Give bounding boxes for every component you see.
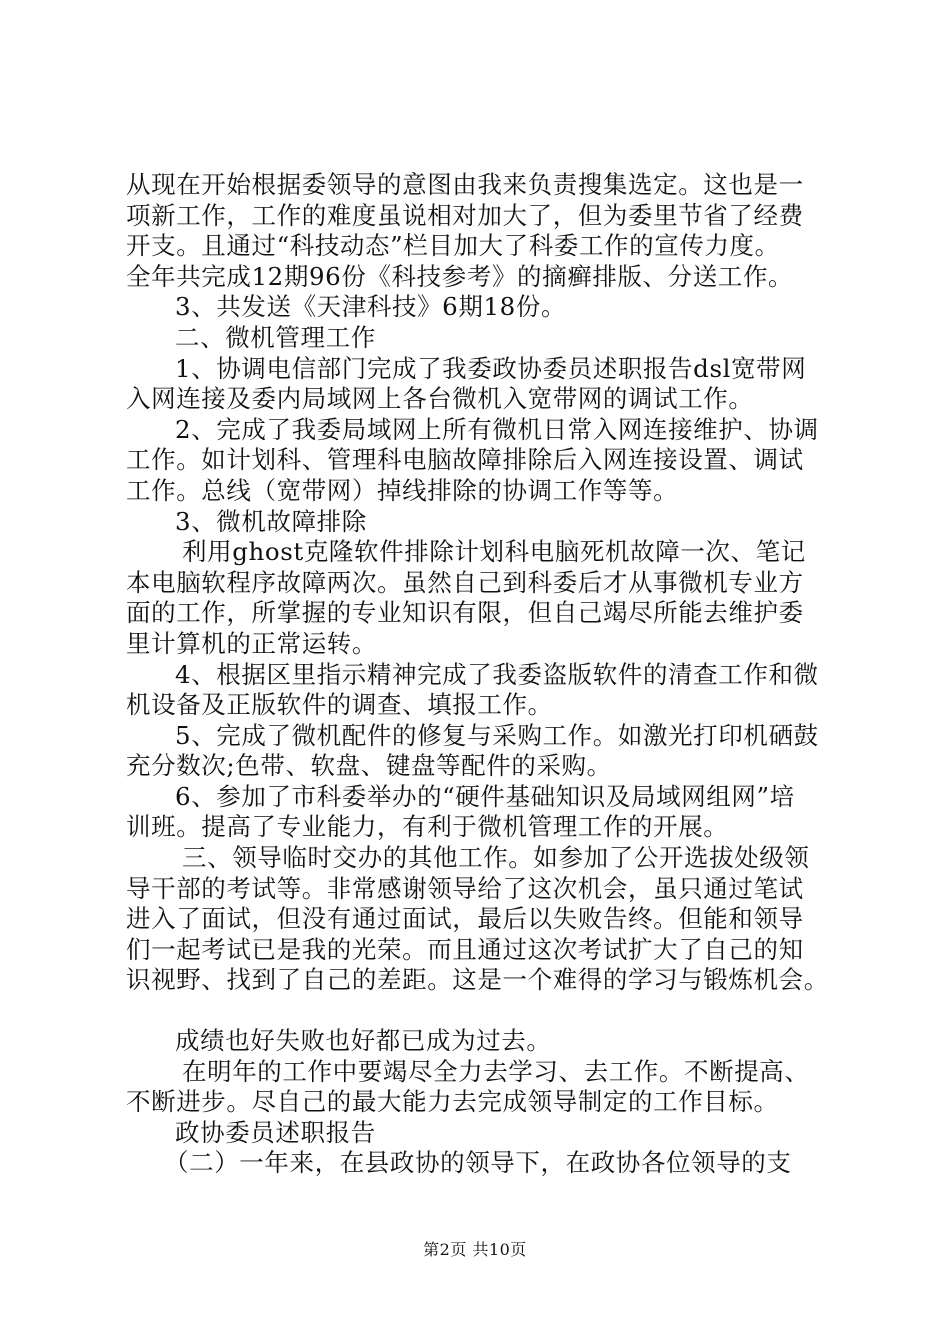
- text-line: 开支。且通过“科技动态”栏目加大了科委工作的宣传力度。: [126, 231, 780, 261]
- report-title: 政协委员述职报告: [175, 1117, 376, 1147]
- section-heading: 二、微机管理工作: [175, 322, 376, 352]
- text-line: 2、完成了我委局域网上所有微机日常入网连接维护、协调: [175, 414, 819, 444]
- text-line: 入网连接及委内局域网上各台微机入宽带网的调试工作。: [126, 384, 754, 414]
- text-line: 在明年的工作中要竭尽全力去学习、去工作。不断提高、: [182, 1056, 810, 1086]
- section-heading: 三、领导临时交办的其他工作。如参加了公开选拔处级领: [182, 843, 810, 873]
- text-line: 工作。总线（宽带网）掉线排除的协调工作等等。: [126, 475, 679, 505]
- text-line: 里计算机的正常运转。: [126, 628, 377, 658]
- text-line: 充分数次;色带、软盘、键盘等配件的采购。: [126, 751, 612, 781]
- text-line: 进入了面试，但没有通过面试，最后以失败告终。但能和领导: [126, 904, 804, 934]
- text-line: 6、参加了市科委举办的“硬件基础知识及局域网组网”培: [175, 781, 795, 811]
- text-line: 工作。如计划科、管理科电脑故障排除后入网连接设置、调试: [126, 445, 804, 475]
- text-line: 5、完成了微机配件的修复与采购工作。如激光打印机硒鼓: [175, 720, 819, 750]
- text-line: 们一起考试已是我的光荣。而且通过这次考试扩大了自己的知: [126, 934, 804, 964]
- text-line: 项新工作，工作的难度虽说相对加大了，但为委里节省了经费: [126, 200, 804, 230]
- text-line: 导干部的考试等。非常感谢领导给了这次机会，虽只通过笔试: [126, 873, 804, 903]
- text-line: 1、协调电信部门完成了我委政协委员述职报告dsl宽带网: [175, 353, 807, 383]
- text-line: 4、根据区里指示精神完成了我委盗版软件的清查工作和微: [175, 659, 819, 689]
- text-line: 面的工作，所掌握的专业知识有限，但自己竭尽所能去维护委: [126, 598, 804, 628]
- text-line: 全年共完成12期96份《科技参考》的摘癣排版、分送工作。: [126, 261, 794, 291]
- text-line: （二）一年来，在县政协的领导下，在政协各位领导的支: [164, 1148, 792, 1178]
- text-line: 3、共发送《天津科技》6期18份。: [175, 292, 567, 322]
- text-line: 3、微机故障排除: [175, 506, 367, 536]
- text-line: 本电脑软程序故障两次。虽然自己到科委后才从事微机专业方: [126, 567, 804, 597]
- page-number-footer: 第2页 共10页: [423, 1240, 527, 1259]
- text-line: 从现在开始根据委领导的意图由我来负责搜集选定。这也是一: [126, 170, 804, 199]
- paragraph-gap: [126, 996, 846, 1026]
- text-line: 训班。提高了专业能力，有利于微机管理工作的开展。: [126, 812, 729, 842]
- text-line: 成绩也好失败也好都已成为过去。: [175, 1026, 552, 1056]
- document-body: [126, 170, 846, 1179]
- text-line: 识视野、找到了自己的差距。这是一个难得的学习与锻炼机会。: [126, 965, 829, 995]
- text-line: 机设备及正版软件的调查、填报工作。: [126, 690, 553, 720]
- text-line: 不断进步。尽自己的最大能力去完成领导制定的工作目标。: [126, 1087, 779, 1117]
- text-line: 利用ghost克隆软件排除计划科电脑死机故障一次、笔记: [182, 537, 806, 567]
